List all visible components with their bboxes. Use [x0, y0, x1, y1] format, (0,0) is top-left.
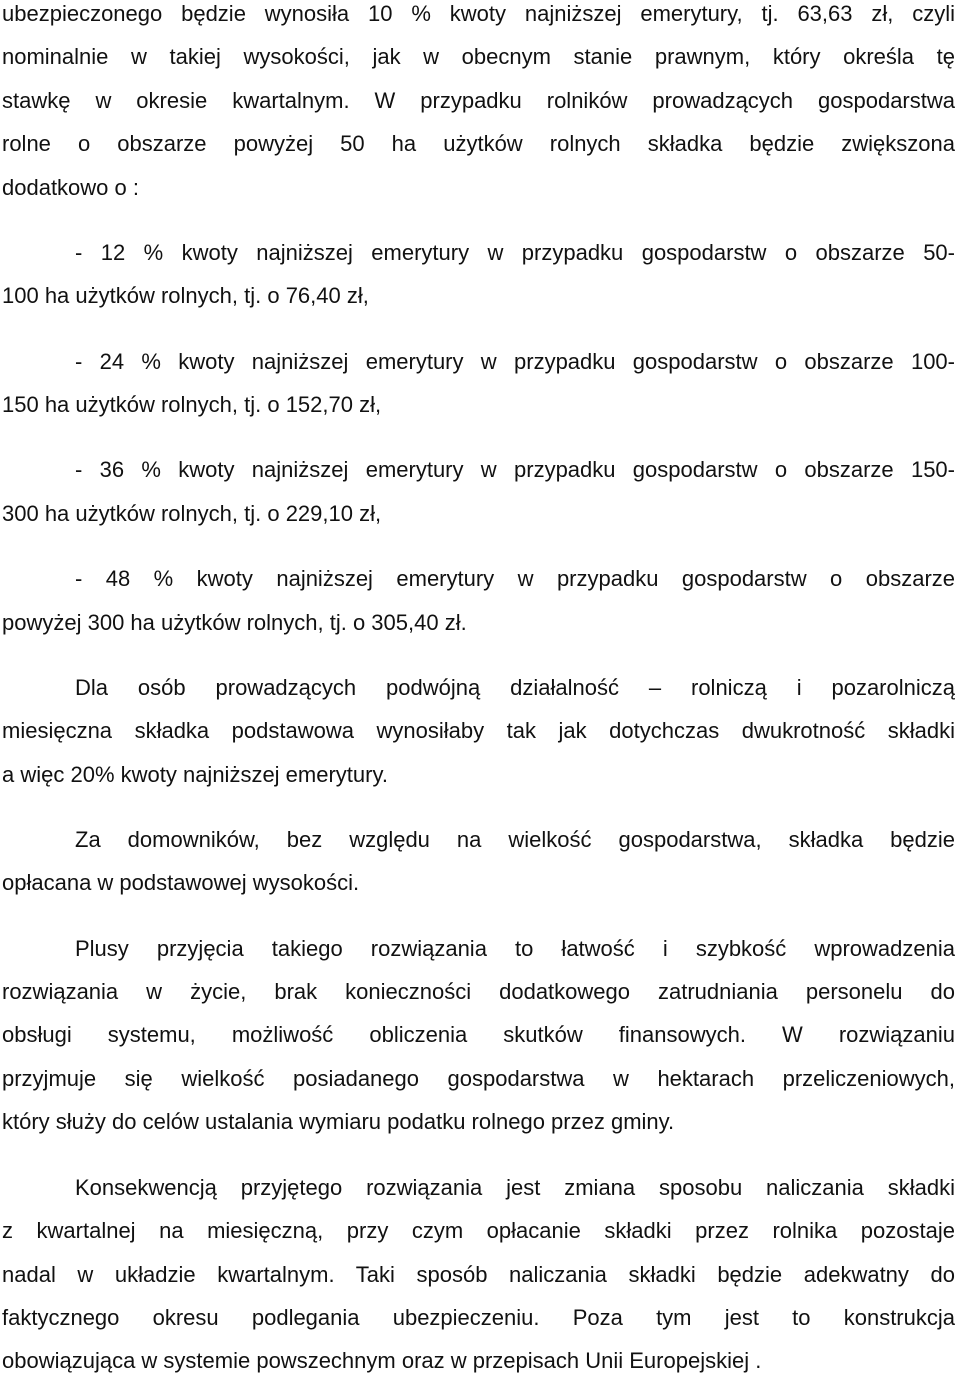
paragraph-line: nadal w układzie kwartalnym. Taki sposób naliczania składki będzie adekwatny do: [2, 1262, 955, 1287]
paragraph-line: Plusy przyjęcia takiego rozwiązania to łatwość i szybkość wprowadzenia: [75, 936, 955, 961]
paragraph-line: rozwiązania w życie, brak konieczności dodatkowego zatrudniania personelu do: [2, 979, 955, 1004]
list-item-line: 100 ha użytków rolnych, tj. o 76,40 zł,: [2, 283, 369, 308]
list-item-line: - 12 % kwoty najniższej emerytury w przypadku gospodarstw o obszarze 50-: [75, 240, 955, 265]
text-line: rolne o obszarze powyżej 50 ha użytków rolnych składka będzie zwiększona: [2, 131, 955, 156]
list-item-line: - 48 % kwoty najniższej emerytury w przypadku gospodarstw o obszarze: [75, 566, 955, 591]
list-item-line: - 24 % kwoty najniższej emerytury w przypadku gospodarstw o obszarze 100-: [75, 349, 955, 374]
paragraph-line: przyjmuje się wielkość posiadanego gospodarstwa w hektarach przeliczeniowych,: [2, 1066, 955, 1091]
paragraph-line: obsługi systemu, możliwość obliczenia skutków finansowych. W rozwiązaniu: [2, 1022, 955, 1047]
paragraph-line: a więc 20% kwoty najniższej emerytury.: [2, 762, 388, 787]
text-line: ubezpieczonego będzie wynosiła 10 % kwoty najniższej emerytury, tj. 63,63 zł, czyli: [2, 1, 955, 26]
paragraph-line: obowiązująca w systemie powszechnym oraz w przepisach Unii Europejskiej .: [2, 1348, 762, 1373]
text-line: dodatkowo o :: [2, 175, 139, 200]
list-item-line: powyżej 300 ha użytków rolnych, tj. o 305,40 zł.: [2, 610, 467, 635]
paragraph-line: Za domowników, bez względu na wielkość gospodarstwa, składka będzie: [75, 827, 955, 852]
paragraph-line: Konsekwencją przyjętego rozwiązania jest zmiana sposobu naliczania składki: [75, 1175, 955, 1200]
list-item-line: 150 ha użytków rolnych, tj. o 152,70 zł,: [2, 392, 382, 417]
text-line: stawkę w okresie kwartalnym. W przypadku rolników prowadzących gospodarstwa: [2, 88, 955, 113]
paragraph-line: faktycznego okresu podlegania ubezpieczeniu. Poza tym jest to konstrukcja: [2, 1305, 955, 1330]
paragraph-line: miesięczna składka podstawowa wynosiłaby tak jak dotychczas dwukrotność składki: [2, 718, 955, 743]
paragraph-line: który służy do celów ustalania wymiaru podatku rolnego przez gminy.: [2, 1109, 675, 1134]
text-line: nominalnie w takiej wysokości, jak w obecnym stanie prawnym, który określa tę: [2, 44, 955, 69]
paragraph-line: opłacana w podstawowej wysokości.: [2, 870, 360, 895]
paragraph-line: Dla osób prowadzących podwójną działalność – rolniczą i pozarolniczą: [75, 675, 955, 700]
list-item-line: 300 ha użytków rolnych, tj. o 229,10 zł,: [2, 501, 382, 526]
list-item-line: - 36 % kwoty najniższej emerytury w przypadku gospodarstw o obszarze 150-: [75, 457, 955, 482]
paragraph-line: z kwartalnej na miesięczną, przy czym opłacanie składki przez rolnika pozostaje: [2, 1218, 955, 1243]
